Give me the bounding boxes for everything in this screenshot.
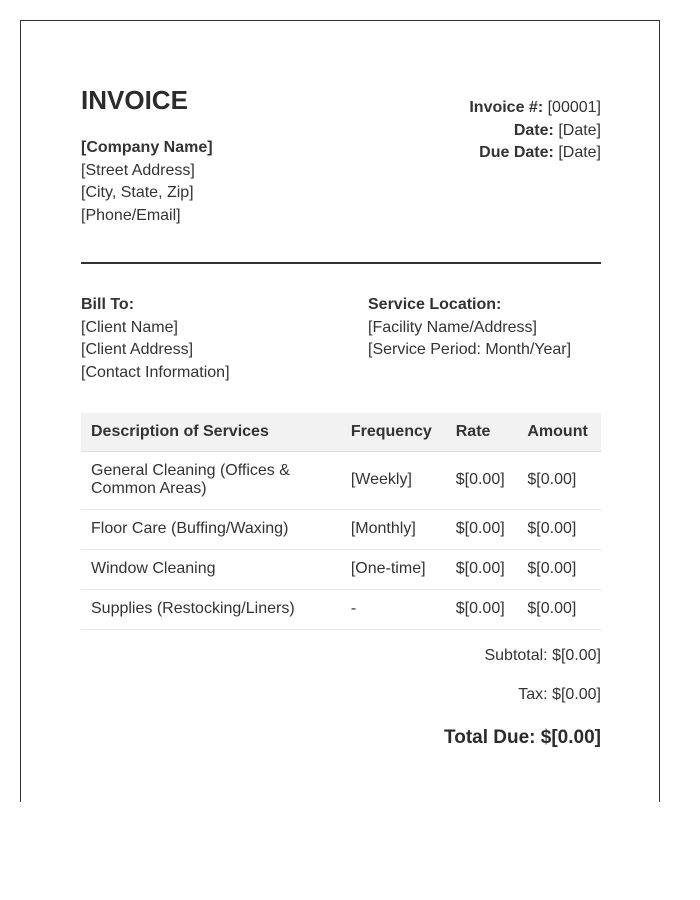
invoice-page: [20, 20, 660, 802]
row-description: Supplies (Restocking/Liners): [81, 589, 341, 629]
subtotal: Subtotal: $[0.00]: [484, 647, 601, 664]
header-frequency: Frequency: [341, 413, 446, 451]
table-row: [81, 549, 601, 589]
bill-to-heading: Bill To:: [81, 296, 135, 313]
invoice-date-row: [469, 120, 601, 143]
bill-to-contact: [Contact Information]: [81, 363, 230, 381]
invoice-date-value: [Date]: [558, 121, 601, 139]
header-amount: Amount: [517, 413, 601, 451]
row-frequency: [Monthly]: [341, 509, 446, 549]
table-row: [81, 451, 601, 509]
total-due: Total Due: $[0.00]: [444, 727, 601, 748]
header-rate: Rate: [446, 413, 518, 451]
row-frequency: [One-time]: [341, 549, 446, 589]
totals-block: [444, 645, 601, 750]
invoice-title: INVOICE: [81, 85, 188, 115]
row-description: General Cleaning (Offices & Common Areas): [81, 451, 341, 509]
service-facility: [Facility Name/Address]: [368, 318, 537, 336]
row-rate: $[0.00]: [446, 549, 518, 589]
service-period: [Service Period: Month/Year]: [368, 341, 572, 358]
row-amount: $[0.00]: [517, 589, 601, 629]
row-description: Floor Care (Buffing/Waxing): [81, 509, 341, 549]
row-frequency: [Weekly]: [341, 451, 446, 509]
service-location-block: [368, 294, 571, 362]
row-amount: $[0.00]: [517, 451, 601, 509]
bill-to-client-address: [Client Address]: [81, 341, 194, 358]
company-block: [81, 137, 213, 227]
invoice-number-label: Invoice #:: [469, 99, 544, 116]
row-frequency: -: [341, 589, 446, 629]
company-street: [Street Address]: [81, 161, 195, 179]
row-amount: $[0.00]: [517, 549, 601, 589]
invoice-meta: [469, 97, 601, 165]
header-description: Description of Services: [81, 413, 341, 451]
services-table: [81, 413, 601, 630]
row-rate: $[0.00]: [446, 509, 518, 549]
invoice-number-row: [469, 97, 601, 120]
bill-to-client-name: [Client Name]: [81, 318, 178, 336]
tax: Tax: $[0.00]: [518, 686, 601, 703]
company-name: [Company Name]: [81, 139, 213, 156]
service-location-heading: Service Location:: [368, 296, 502, 313]
company-city: [City, State, Zip]: [81, 184, 194, 201]
table-header-row: [81, 413, 601, 451]
table-row: [81, 509, 601, 549]
company-contact: [Phone/Email]: [81, 206, 181, 224]
bill-to-block: [81, 294, 230, 384]
row-rate: $[0.00]: [446, 451, 518, 509]
invoice-due-label: Due Date:: [479, 144, 554, 161]
row-amount: $[0.00]: [517, 509, 601, 549]
table-row: [81, 589, 601, 629]
invoice-number-value: [00001]: [547, 99, 601, 116]
row-description: Window Cleaning: [81, 549, 341, 589]
invoice-due-row: [469, 142, 601, 165]
row-rate: $[0.00]: [446, 589, 518, 629]
invoice-date-label: Date:: [513, 121, 554, 139]
invoice-due-value: [Date]: [558, 144, 601, 161]
header-divider: [81, 262, 601, 264]
